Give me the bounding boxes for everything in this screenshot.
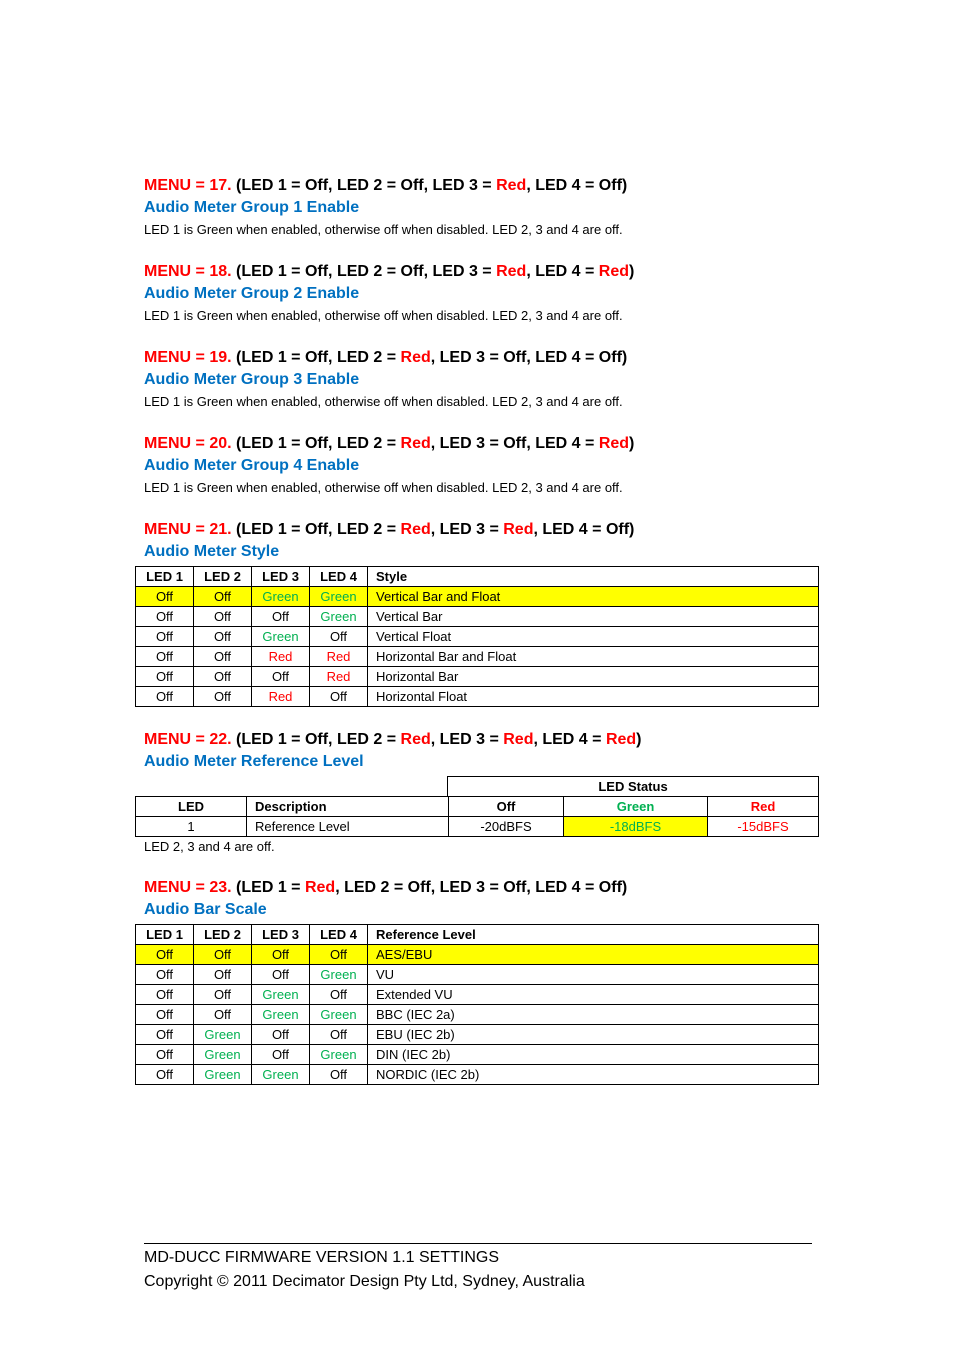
led-cell: Off: [194, 667, 252, 687]
led-cell: Off: [194, 965, 252, 985]
led-cell: Red: [310, 667, 368, 687]
section-title: Audio Meter Reference Level: [144, 753, 364, 770]
led-setting-text: , LED 4 = Off): [526, 177, 628, 194]
led-status-group-header: [447, 776, 819, 797]
table-row: [136, 985, 819, 1005]
menu-number: MENU = 23.: [144, 879, 232, 896]
table-row: [136, 1045, 819, 1065]
column-header: LED 3: [252, 567, 310, 587]
table-cell: -18dBFS: [564, 817, 708, 837]
led-cell: Off: [252, 965, 310, 985]
table-row: [136, 1065, 819, 1085]
section-title: Audio Meter Group 1 Enable: [144, 199, 360, 216]
led-cell: Green: [310, 1005, 368, 1025]
section-title: Audio Meter Style: [144, 543, 280, 560]
led-cell: Off: [136, 985, 194, 1005]
audio-bar-scale-table: [135, 924, 819, 1085]
footer-copyright: Copyright © 2011 Decimator Design Pty Ltd, Sydney, Australia: [144, 1273, 585, 1290]
menu-number: MENU = 17.: [144, 177, 232, 194]
description-cell: NORDIC (IEC 2b): [368, 1065, 819, 1085]
led-cell: Off: [252, 607, 310, 627]
section-title: Audio Meter Group 2 Enable: [144, 285, 360, 302]
table-header-row: [136, 925, 819, 945]
led-cell: Off: [194, 985, 252, 1005]
led-cell: Off: [136, 965, 194, 985]
menu-section-22: [144, 730, 824, 776]
led-cell: Off: [252, 945, 310, 965]
table-note: LED 2, 3 and 4 are off.: [144, 839, 275, 854]
menu-section-19: [144, 348, 824, 410]
group-header: LED Status: [448, 777, 819, 797]
menu-heading: [144, 176, 824, 198]
led-setting-text: , LED 2 = Off, LED 3 = Off, LED 4 = Off): [335, 879, 628, 896]
led-state-red: Red: [496, 177, 527, 194]
led-setting-text: , LED 4 =: [533, 731, 606, 748]
description-cell: Vertical Bar and Float: [368, 587, 819, 607]
led-cell: Off: [252, 1045, 310, 1065]
table-row: [136, 965, 819, 985]
menu-section-17: [144, 176, 824, 238]
led-cell: Green: [310, 587, 368, 607]
led-cell: Off: [136, 607, 194, 627]
led-cell: Off: [310, 1025, 368, 1045]
led-cell: Off: [310, 985, 368, 1005]
column-header: Description: [247, 797, 449, 817]
column-header: Off: [449, 797, 564, 817]
led-cell: Green: [310, 607, 368, 627]
led-setting-text: , LED 4 =: [526, 263, 599, 280]
table-row: [136, 667, 819, 687]
section-description: LED 1 is Green when enabled, otherwise off when disabled. LED 2, 3 and 4 are off.: [144, 308, 623, 323]
menu-number: MENU = 20.: [144, 435, 232, 452]
table-header-row: [136, 797, 819, 817]
led-settings: [236, 177, 627, 194]
led-state-red: Red: [304, 879, 336, 896]
column-header: LED: [136, 797, 247, 817]
menu-number: MENU = 19.: [144, 349, 232, 366]
table-row: [136, 687, 819, 707]
column-header: LED 2: [194, 567, 252, 587]
menu-heading: [144, 730, 824, 752]
led-settings: [236, 879, 627, 896]
led-state-red: Red: [496, 263, 527, 280]
led-setting-text: , LED 3 = Off, LED 4 =: [430, 435, 599, 452]
footer-title: MD-DUCC FIRMWARE VERSION 1.1 SETTINGS: [144, 1249, 499, 1266]
led-cell: Green: [252, 985, 310, 1005]
column-header: Style: [368, 567, 819, 587]
led-cell: Red: [252, 647, 310, 667]
led-cell: Off: [194, 627, 252, 647]
led-cell: Off: [136, 1065, 194, 1085]
description-cell: Horizontal Float: [368, 687, 819, 707]
led-state-red: Red: [598, 263, 630, 280]
led-setting-text: , LED 3 =: [430, 521, 504, 538]
section-title: Audio Meter Group 3 Enable: [144, 371, 360, 388]
led-cell: Off: [194, 687, 252, 707]
table-cell: Reference Level: [247, 817, 449, 837]
menu-heading: [144, 262, 824, 284]
led-cell: Off: [310, 1065, 368, 1085]
led-cell: Off: [136, 945, 194, 965]
led-cell: Off: [136, 667, 194, 687]
section-title: Audio Meter Group 4 Enable: [144, 457, 360, 474]
menu-heading: [144, 434, 824, 456]
led-state-red: Red: [503, 521, 534, 538]
led-settings: [236, 521, 634, 538]
menu-section-23: [144, 878, 824, 924]
led-settings: [236, 435, 634, 452]
description-cell: DIN (IEC 2b): [368, 1045, 819, 1065]
description-cell: Vertical Bar: [368, 607, 819, 627]
table-row: [136, 1005, 819, 1025]
led-cell: Off: [194, 647, 252, 667]
table-header-row: [136, 567, 819, 587]
led-cell: Off: [252, 667, 310, 687]
table-row: [136, 817, 819, 837]
led-settings: [236, 731, 641, 748]
page-footer: [144, 1243, 812, 1294]
led-cell: Green: [252, 587, 310, 607]
led-setting-text: (LED 1 =: [236, 879, 305, 896]
led-cell: Green: [252, 627, 310, 647]
led-cell: Off: [194, 587, 252, 607]
table-cell: 1: [136, 817, 247, 837]
led-setting-text: (LED 1 = Off, LED 2 =: [236, 349, 401, 366]
led-setting-text: (LED 1 = Off, LED 2 =: [236, 731, 401, 748]
menu-heading: [144, 520, 824, 542]
led-setting-text: ): [629, 435, 635, 452]
led-cell: Off: [136, 647, 194, 667]
column-header: LED 4: [310, 567, 368, 587]
table-row: [136, 607, 819, 627]
table-row: [136, 1025, 819, 1045]
description-cell: Horizontal Bar: [368, 667, 819, 687]
description-cell: BBC (IEC 2a): [368, 1005, 819, 1025]
led-cell: Off: [252, 1025, 310, 1045]
reference-level-table: [135, 796, 819, 837]
led-setting-text: ): [629, 263, 635, 280]
led-cell: Off: [136, 587, 194, 607]
led-cell: Off: [136, 1025, 194, 1045]
led-cell: Off: [136, 687, 194, 707]
led-cell: Off: [310, 627, 368, 647]
menu-heading: [144, 348, 824, 370]
led-cell: Off: [194, 607, 252, 627]
led-cell: Green: [194, 1065, 252, 1085]
led-setting-text: , LED 3 =: [430, 731, 504, 748]
led-setting-text: (LED 1 = Off, LED 2 =: [236, 435, 401, 452]
column-header: LED 1: [136, 567, 194, 587]
led-cell: Red: [252, 687, 310, 707]
led-state-red: Red: [400, 731, 431, 748]
led-setting-text: ): [636, 731, 642, 748]
section-description: LED 1 is Green when enabled, otherwise off when disabled. LED 2, 3 and 4 are off.: [144, 394, 623, 409]
menu-heading: [144, 878, 824, 900]
led-setting-text: (LED 1 = Off, LED 2 =: [236, 521, 401, 538]
led-state-red: Red: [400, 349, 431, 366]
section-description: LED 1 is Green when enabled, otherwise off when disabled. LED 2, 3 and 4 are off.: [144, 222, 623, 237]
led-state-red: Red: [400, 435, 431, 452]
description-cell: Vertical Float: [368, 627, 819, 647]
menu-section-21: [144, 520, 824, 566]
led-setting-text: , LED 4 = Off): [533, 521, 635, 538]
table-row: [136, 647, 819, 667]
led-cell: Off: [136, 1005, 194, 1025]
description-cell: Horizontal Bar and Float: [368, 647, 819, 667]
column-header: Green: [564, 797, 708, 817]
table-cell: -15dBFS: [708, 817, 819, 837]
led-state-red: Red: [400, 521, 431, 538]
led-cell: Green: [310, 965, 368, 985]
led-setting-text: (LED 1 = Off, LED 2 = Off, LED 3 =: [236, 263, 497, 280]
led-cell: Off: [136, 1045, 194, 1065]
led-cell: Green: [310, 1045, 368, 1065]
column-header: LED 1: [136, 925, 194, 945]
led-state-red: Red: [503, 731, 534, 748]
column-header: Red: [708, 797, 819, 817]
description-cell: AES/EBU: [368, 945, 819, 965]
description-cell: Extended VU: [368, 985, 819, 1005]
led-state-red: Red: [605, 731, 637, 748]
led-cell: Red: [310, 647, 368, 667]
column-header: LED 2: [194, 925, 252, 945]
led-cell: Off: [136, 627, 194, 647]
column-header: LED 4: [310, 925, 368, 945]
section-title: Audio Bar Scale: [144, 901, 267, 918]
table-cell: -20dBFS: [449, 817, 564, 837]
menu-section-20: [144, 434, 824, 496]
menu-number: MENU = 18.: [144, 263, 232, 280]
led-settings: [236, 349, 627, 366]
led-setting-text: , LED 3 = Off, LED 4 = Off): [430, 349, 628, 366]
led-cell: Off: [310, 687, 368, 707]
table-row: [136, 627, 819, 647]
led-cell: Off: [310, 945, 368, 965]
led-state-red: Red: [598, 435, 630, 452]
led-cell: Green: [252, 1005, 310, 1025]
menu-number: MENU = 21.: [144, 521, 232, 538]
led-setting-text: (LED 1 = Off, LED 2 = Off, LED 3 =: [236, 177, 497, 194]
led-cell: Green: [252, 1065, 310, 1085]
menu-number: MENU = 22.: [144, 731, 232, 748]
description-cell: EBU (IEC 2b): [368, 1025, 819, 1045]
table-row: [136, 945, 819, 965]
column-header: Reference Level: [368, 925, 819, 945]
description-cell: VU: [368, 965, 819, 985]
led-settings: [236, 263, 634, 280]
audio-meter-style-table: [135, 566, 819, 707]
led-cell: Green: [194, 1025, 252, 1045]
menu-section-18: [144, 262, 824, 324]
led-cell: Off: [194, 945, 252, 965]
table-row: [136, 587, 819, 607]
column-header: LED 3: [252, 925, 310, 945]
led-cell: Green: [194, 1045, 252, 1065]
led-cell: Off: [194, 1005, 252, 1025]
section-description: LED 1 is Green when enabled, otherwise off when disabled. LED 2, 3 and 4 are off.: [144, 480, 623, 495]
